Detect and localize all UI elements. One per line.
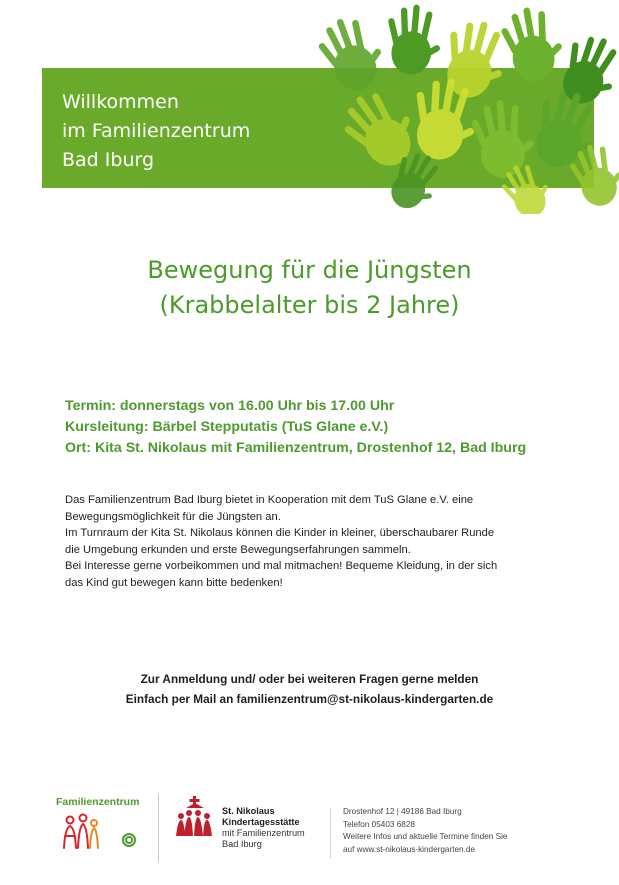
contact-info bbox=[0, 669, 619, 709]
detail-termin: Termin: donnerstags von 16.00 Uhr bis 17.00 Uhr bbox=[65, 398, 395, 414]
banner-line-3: Bad Iburg bbox=[62, 149, 155, 171]
banner-line-1: Willkommen bbox=[62, 91, 179, 113]
event-details bbox=[65, 396, 526, 459]
body-line: Das Familienzentrum Bad Iburg bietet in Kooperation mit dem TuS Glane e.V. eine bbox=[65, 494, 474, 506]
banner-title bbox=[62, 88, 250, 175]
footer-divider-2 bbox=[330, 808, 331, 858]
org-line-4: Bad Iburg bbox=[222, 839, 262, 849]
body-line: die Umgebung erkunden und erste Bewegungserfahrungen sammeln. bbox=[65, 543, 411, 556]
description-paragraph bbox=[65, 492, 497, 592]
body-line: Bewegungsmöglichkeit für die Jüngsten an. bbox=[65, 510, 281, 523]
contact-line-1: Zur Anmeldung und/ oder bei weiteren Fragen gerne melden bbox=[140, 672, 479, 686]
body-line: Bei Interesse gerne vorbeikommen und mal mitmachen! Bequeme Kleidung, in der sich bbox=[65, 560, 498, 573]
banner-line-2: im Familienzentrum bbox=[62, 120, 251, 142]
footer-address bbox=[343, 806, 507, 856]
familienzentrum-logo bbox=[56, 796, 152, 858]
body-line: das Kind gut bewegen kann bitte bedenken! bbox=[65, 576, 283, 589]
kita-name bbox=[222, 806, 305, 850]
footer-divider bbox=[158, 794, 159, 862]
headline-line-1: Bewegung für die Jüngsten bbox=[147, 256, 472, 284]
logo-title: Familienzentrum bbox=[56, 796, 140, 808]
handprints-decoration bbox=[292, 4, 619, 214]
org-line-3: mit Familienzentrum bbox=[222, 828, 305, 838]
detail-kursleitung: Kursleitung: Bärbel Stepputatis (TuS Glane e.V.) bbox=[65, 419, 389, 435]
detail-ort: Ort: Kita St. Nikolaus mit Familienzentrum, Drostenhof 12, Bad Iburg bbox=[65, 440, 527, 456]
address-line-4: auf www.st-nikolaus-kindergarten.de bbox=[343, 844, 475, 854]
kita-emblem-icon bbox=[172, 794, 218, 840]
headline-line-2: (Krabbelalter bis 2 Jahre) bbox=[159, 291, 460, 319]
body-line: Im Turnraum der Kita St. Nikolaus können die Kinder in kleiner, überschaubarer Runde bbox=[65, 527, 495, 540]
address-line-3: Weitere Infos und aktuelle Termine finden Sie bbox=[343, 832, 508, 841]
family-figures-icon bbox=[56, 796, 152, 858]
event-headline bbox=[0, 253, 619, 323]
contact-line-2: Einfach per Mail an familienzentrum@st-nikolaus-kindergarten.de bbox=[125, 692, 494, 706]
org-line-1: St. Nikolaus bbox=[222, 806, 275, 816]
address-line-1: Drostenhof 12 | 49186 Bad Iburg bbox=[343, 807, 462, 816]
org-line-2: Kindertagesstätte bbox=[222, 817, 300, 827]
address-line-2: Telefon 05403 6828 bbox=[343, 819, 415, 829]
